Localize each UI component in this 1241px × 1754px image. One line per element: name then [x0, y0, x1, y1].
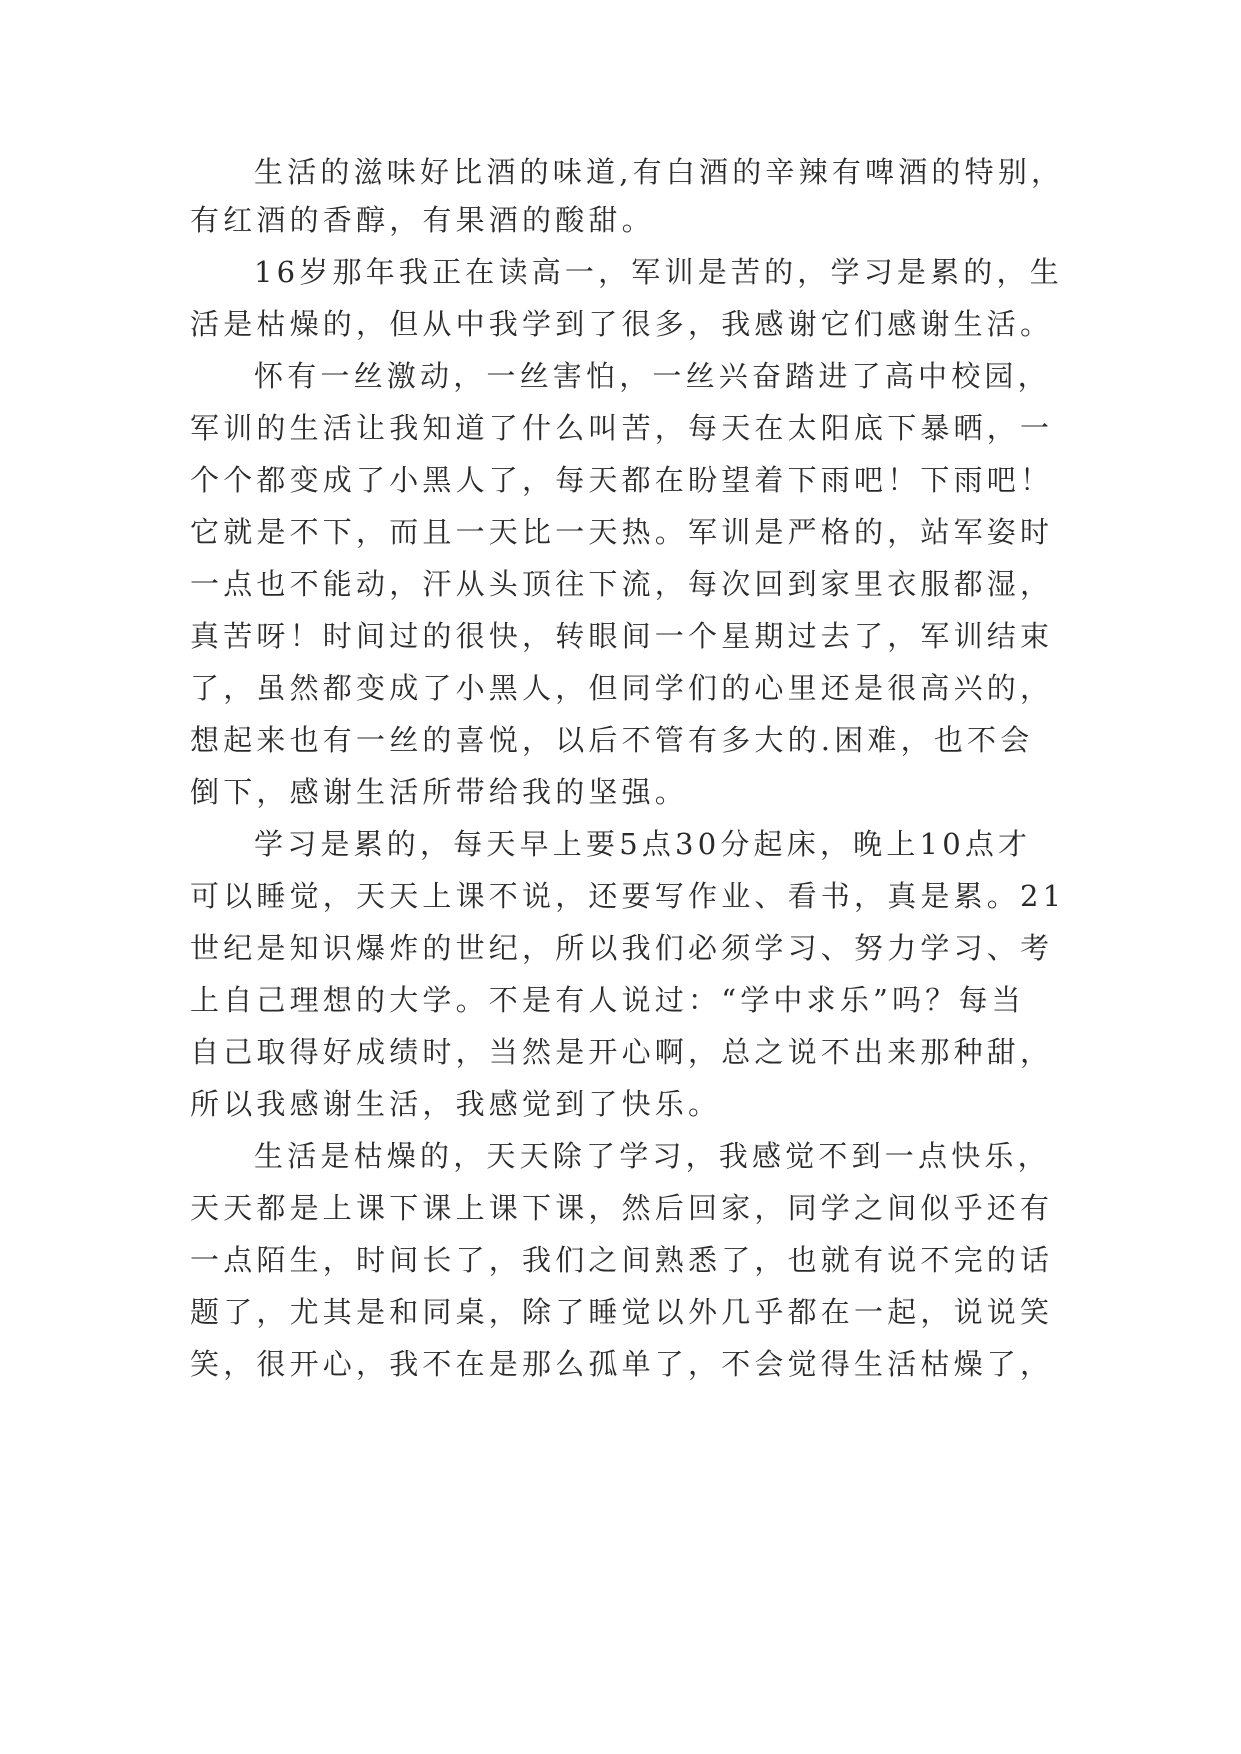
text-line: 16岁那年我正在读高一，军训是苦的，学习是累的，生 — [254, 255, 1063, 289]
text-line: 活是枯燥的，但从中我学到了很多，我感谢它们感谢生活。 — [190, 307, 1054, 341]
text-line: 怀有一丝激动，一丝害怕，一丝兴奋踏进了高中校园， — [254, 359, 1051, 393]
text-line: 世纪是知识爆炸的世纪，所以我们必须学习、努力学习、考 — [190, 931, 1054, 965]
text-line: 军训的生活让我知道了什么叫苦，每天在太阳底下暴晒，一 — [190, 411, 1054, 445]
text-line: 有红酒的香醇，有果酒的酸甜。 — [190, 203, 655, 237]
text-line: 倒下，感谢生活所带给我的坚强。 — [190, 775, 689, 809]
text-line: 一点陌生，时间长了，我们之间熟悉了，也就有说不完的话 — [190, 1243, 1054, 1277]
text-line: 所以我感谢生活，我感觉到了快乐。 — [190, 1087, 722, 1121]
text-line: 可以睡觉，天天上课不说，还要写作业、看书，真是累。21 — [190, 879, 1066, 913]
text-line: 个个都变成了小黑人了，每天都在盼望着下雨吧！下雨吧！ — [190, 463, 1054, 497]
text-line: 自己取得好成绩时，当然是开心啊，总之说不出来那种甜， — [190, 1035, 1054, 1069]
text-line: 天天都是上课下课上课下课，然后回家，同学之间似乎还有 — [190, 1191, 1054, 1225]
text-line: 生活的滋味好比酒的味道,有白酒的辛辣有啤酒的特别， — [254, 155, 1065, 189]
text-line: 生活是枯燥的，天天除了学习，我感觉不到一点快乐， — [254, 1139, 1051, 1173]
text-line: 想起来也有一丝的喜悦，以后不管有多大的.困难，也不会 — [190, 723, 1034, 757]
text-line: 学习是累的，每天早上要5点30分起床，晚上10点才 — [254, 827, 1032, 861]
text-line: 一点也不能动，汗从头顶往下流，每次回到家里衣服都湿， — [190, 567, 1054, 601]
text-line: 上自己理想的大学。不是有人说过：“学中求乐”吗？每当 — [190, 983, 1025, 1017]
text-line: 它就是不下，而且一天比一天热。军训是严格的，站军姿时 — [190, 515, 1054, 549]
text-line: 题了，尤其是和同桌，除了睡觉以外几乎都在一起，说说笑 — [190, 1295, 1054, 1329]
text-line: 了，虽然都变成了小黑人，但同学们的心里还是很高兴的， — [190, 671, 1054, 705]
text-line: 真苦呀！时间过的很快，转眼间一个星期过去了，军训结束 — [190, 619, 1054, 653]
text-line: 笑，很开心，我不在是那么孤单了，不会觉得生活枯燥了， — [190, 1347, 1054, 1381]
